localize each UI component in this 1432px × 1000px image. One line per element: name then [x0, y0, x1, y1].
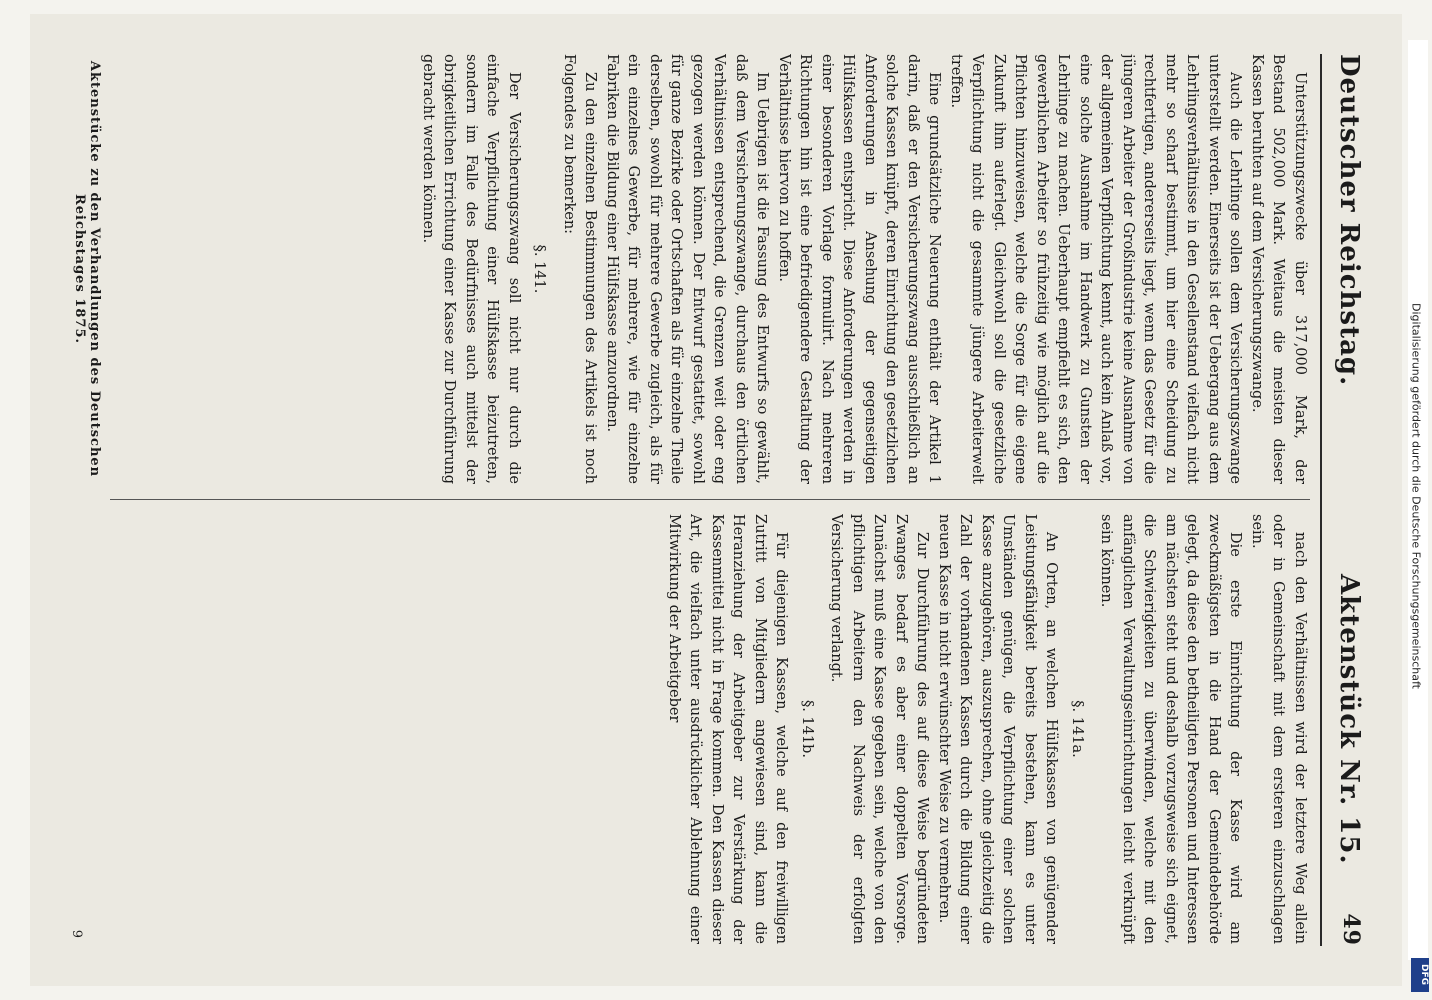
paragraph: Für diejenigen Kassen, welche auf den freiwilligen Zutritt von Mitgliedern angewiesen sind, kann die Heranziehung der Arbeitgeber zur Verstärkung der Kassenmittel nicht in Frage kommen. Den Kassen dieser Art, die vielfach unter ausdrücklicher Ablehnung einer Mitwirkung der Arbeitgeber [666, 514, 790, 944]
left-column [110, 54, 1310, 484]
paragraph: Eine grundsätzliche Neuerung enthält der Artikel 1 darin, daß er den Versicherungszwang ausschließlich an solche Kassen knüpft, deren Einrichtung den gesetzlichen Anforderungen in Ansehung der gegenseitigen Hülfskassen entspricht. Diese Anforderungen werden in einer besonderen Vorlage formulirt. Nach mehreren Richtungen hin ist eine befriedigendere Gestaltung der Verhältnisse hiervon zu hoffen. [776, 54, 943, 484]
bottom-page-number: 9 [69, 929, 84, 938]
section-heading: §. 141b. [799, 699, 815, 759]
paragraph: Zur Durchführung des auf diese Weise begründeten Zwanges bedarf es aber einer doppelten Vorsorge. Zunächst muß eine Kasse gegeben sein, welche von den pflichtigen Arbeitern den Nachweis der erfolgten Versicherung verlangt. [828, 514, 931, 944]
header-title: Deutscher Reichstag. [1334, 54, 1364, 387]
paragraph: Der Versicherungszwang soll nicht nur durch die einfache Verpflichtung einer Hülfskasse beizutreten, sondern im Falle des Bedürfnisses auch mittelst der obrigkeitlichen Errichtung einer Kasse zur Durchführung gebracht werden können. [420, 54, 522, 484]
section-heading: §. 141a. [1069, 700, 1085, 758]
paragraph: Unterstützungszwecke über 317,000 Mark, der Bestand 502,000 Mark. Weitaus die meisten dieser Kassen beruhten auf dem Versicherungszwange. [1249, 54, 1308, 484]
paragraph: Die erste Einrichtung der Kasse wird am zweckmäßigsten in die Hand der Gemeindebehörde gelegt, da diese den betheiligten Personen und Interessen am nächsten steht und deshalb vorzugsweise sich eignet, die Schwierigkeiten zu überwinden, welche mit den anfänglichen Verwaltungseinrichtungen leicht verknüpft sein können. [1098, 514, 1244, 944]
column-divider [110, 499, 1310, 500]
right-column [110, 514, 1310, 944]
paragraph: nach den Verhältnissen wird der letztere Weg allein oder in Gemeinschaft mit dem ersteren einzuschlagen sein. [1249, 514, 1308, 944]
paragraph: Zu den einzelnen Bestimmungen des Artikels ist noch Folgendes zu bemerken: [561, 54, 599, 484]
footer-source-line: Aktenstücke zu den Verhandlungen des Deutschen Reichstages 1875. [72, 60, 102, 478]
rotated-scanned-page [30, 14, 1402, 986]
digitization-credit: Digitalisierung gefördert durch die Deutsche Forschungsgemeinschaft [1409, 303, 1423, 689]
paragraph: Auch die Lehrlinge sollen dem Versicherungszwange unterstellt werden. Einerseits ist der Uebergang aus dem Lehrlingsverhältnisse in den Gesellenstand vielfach nicht mehr so scharf bestimmt, um hier eine Scheidung zu rechtfertigen, andererseits liegt, wenn das Gesetz für die jüngeren Arbeiter der Großindustrie keine Ausnahme von der allgemeinen Verpflichtung kennt, auch kein Anlaß vor, eine solche Ausnahme im Handwerk zu Gunsten der Lehrlinge zu machen. Ueberhaupt empfiehlt es sich, den gewerblichen Arbeiter so frühzeitig wie möglich auf die Pflichten hinzuweisen, welche die Sorge für die eigene Zukunft ihm auferlegt. Gleichwohl soll die gesetzliche Verpflichtung nicht die gesammte jüngere Arbeiterwelt treffen. [948, 54, 1244, 484]
dfg-logo: DFG [1411, 958, 1429, 992]
section-heading: §. 141. [531, 244, 548, 294]
paragraph: An Orten, an welchen Hülfskassen von genügender Leistungsfähigkeit bereits bestehen, kann es unter Umständen genügen, die Verpflichtung einer solchen Kasse anzugehören, auszusprechen, ohne gleichzeitig die Zahl der vorhandenen Kassen durch die Bildung einer neuen Kasse in nicht erwünschter Weise zu vermehren. [936, 514, 1060, 944]
header-rule [1320, 54, 1322, 946]
page-header [1324, 54, 1364, 946]
header-item-number: Aktenstück Nr. 15. [1334, 574, 1364, 865]
header-page-number: 49 [1338, 913, 1364, 946]
paragraph: Im Uebrigen ist die Fassung des Entwurfs so gewählt, daß dem Versicherungszwange, durchaus den örtlichen Verhältnissen entsprechend, die Grenzen weit oder eng gezogen werden können. Der Entwurf gestattet, sowohl für ganze Bezirke oder Ortschaften als für einzelne Theile derselben, sowohl für mehrere Gewerbe zugleich, als für ein einzelnes Gewerbe, für mehrere, wie für einzelne Fabriken die Bildung einer Hülfskasse anzuordnen. [604, 54, 771, 484]
